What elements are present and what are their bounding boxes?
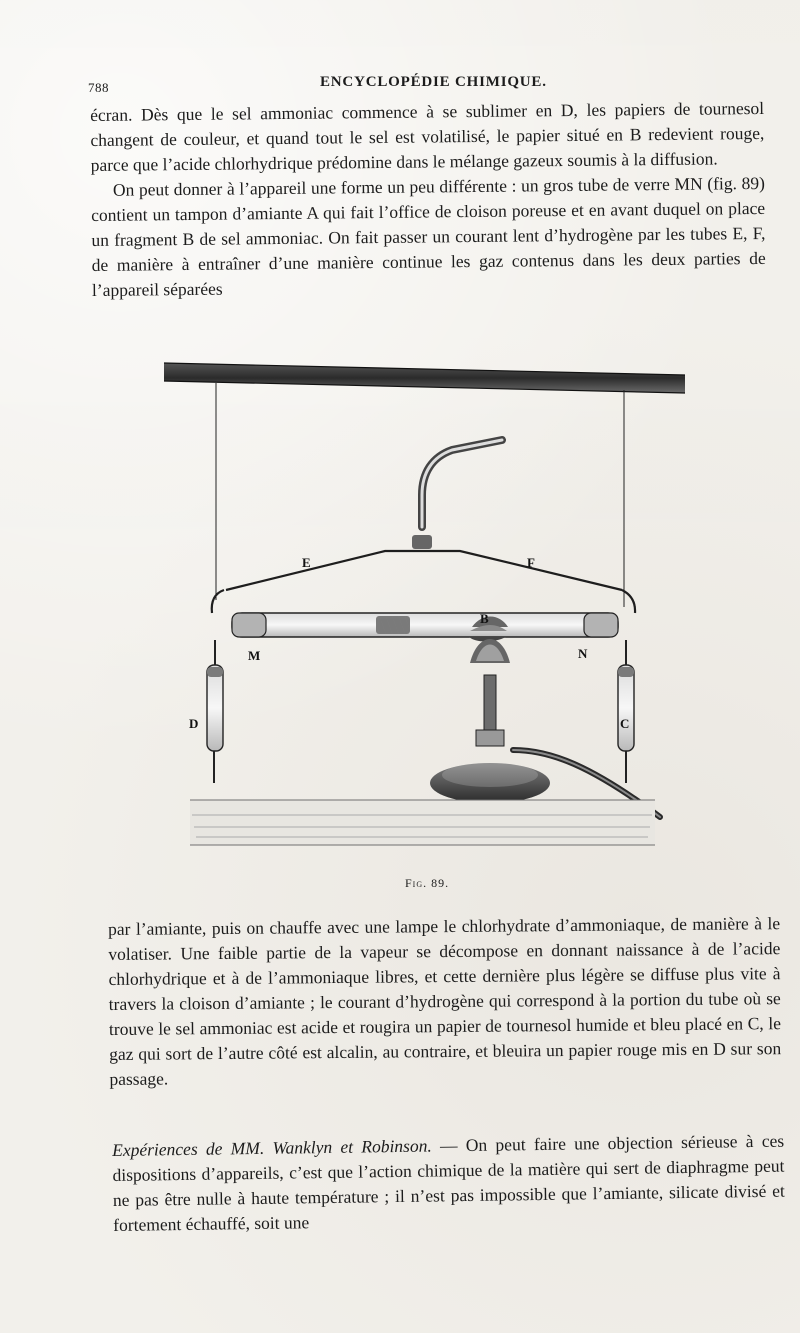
text-block-bottom: [112, 1129, 785, 1238]
apparatus-illustration: [140, 345, 720, 865]
branch-tubes-e-f: [212, 551, 635, 613]
section-lead: Expériences de MM. Wanklyn et Robinson.: [112, 1135, 432, 1160]
running-head: ENCYCLOPÉDIE CHIMIQUE.: [320, 74, 547, 90]
paragraph-top-2: On peut donner à l’appareil une forme un peu différente : un gros tube de verre MN (fig. 89) contient un tampon d’amiante A qui fait l’office de cloison poreuse et en avant duquel on place un fragment B de sel ammoniac. On fait passer un courant lent d’hydrogène par les tubes E, F, de manière à entraîner d’une manière continue les gaz contenus dans les deux parties de l’appareil séparées: [91, 172, 766, 300]
paragraph-top-1: écran. Dès que le sel ammoniac commence à se sublimer en D, les papiers de tournesol changent de couleur, et quand tout le sel est volatilisé, le papier situé en B redevient rouge, parce que l’acide chlorhydrique prédomine dans le mélange gazeux soumis à la diffusion.: [90, 97, 765, 175]
label-m: M: [248, 648, 261, 663]
hanging-tube-c: [618, 640, 634, 783]
label-f: F: [527, 555, 535, 570]
wooden-support-beam: [164, 363, 685, 393]
text-block-middle: [108, 911, 782, 1092]
label-e: E: [302, 555, 311, 570]
paragraph-middle: par l’amiante, puis on chauffe avec une lampe le chlorhydrate d’ammoniaque, de manière à le volatiser. Une faible partie de la vapeur se décompose en donnant naissance à de l’acide chlorhydrique et à de l’ammoniaque libres, et cette dernière plus légère se diffuse plus vite à travers la cloison d’amiante ; le courant d’hydrogène qui correspond à la portion du tube où se trouve le sel ammoniac est acide et rougira un papier de tournesol humide et bleu placé en C, le gaz qui sort de l’autre côté est alcalin, au contraire, et bleuira un papier rouge mis en D sur son passage.: [108, 913, 782, 1089]
hanging-tube-d: [207, 640, 223, 783]
main-glass-tube-mn: [232, 613, 618, 642]
paragraph-bottom: [112, 1129, 785, 1238]
hydrogen-inlet-tube: [412, 440, 502, 549]
figure-caption: Fig. 89.: [405, 876, 450, 890]
section-text: — On peut faire une objection sérieuse à ces dispositions d’appareils, c’est que l’action chimique de la matière qui sert de diaphragme peut ne pas être nulle à haute température ; il n’est pas impossible que l’amiante, silicate divisé et fortement échauffé, soit une: [112, 1130, 785, 1235]
text-block-top: [90, 96, 766, 303]
figure-89: [140, 345, 720, 865]
page-number: 788: [88, 80, 109, 95]
table-surface: [190, 800, 655, 845]
label-b: B: [480, 611, 489, 626]
label-n: N: [578, 646, 588, 661]
label-d: D: [189, 716, 199, 731]
label-c: C: [620, 716, 630, 731]
